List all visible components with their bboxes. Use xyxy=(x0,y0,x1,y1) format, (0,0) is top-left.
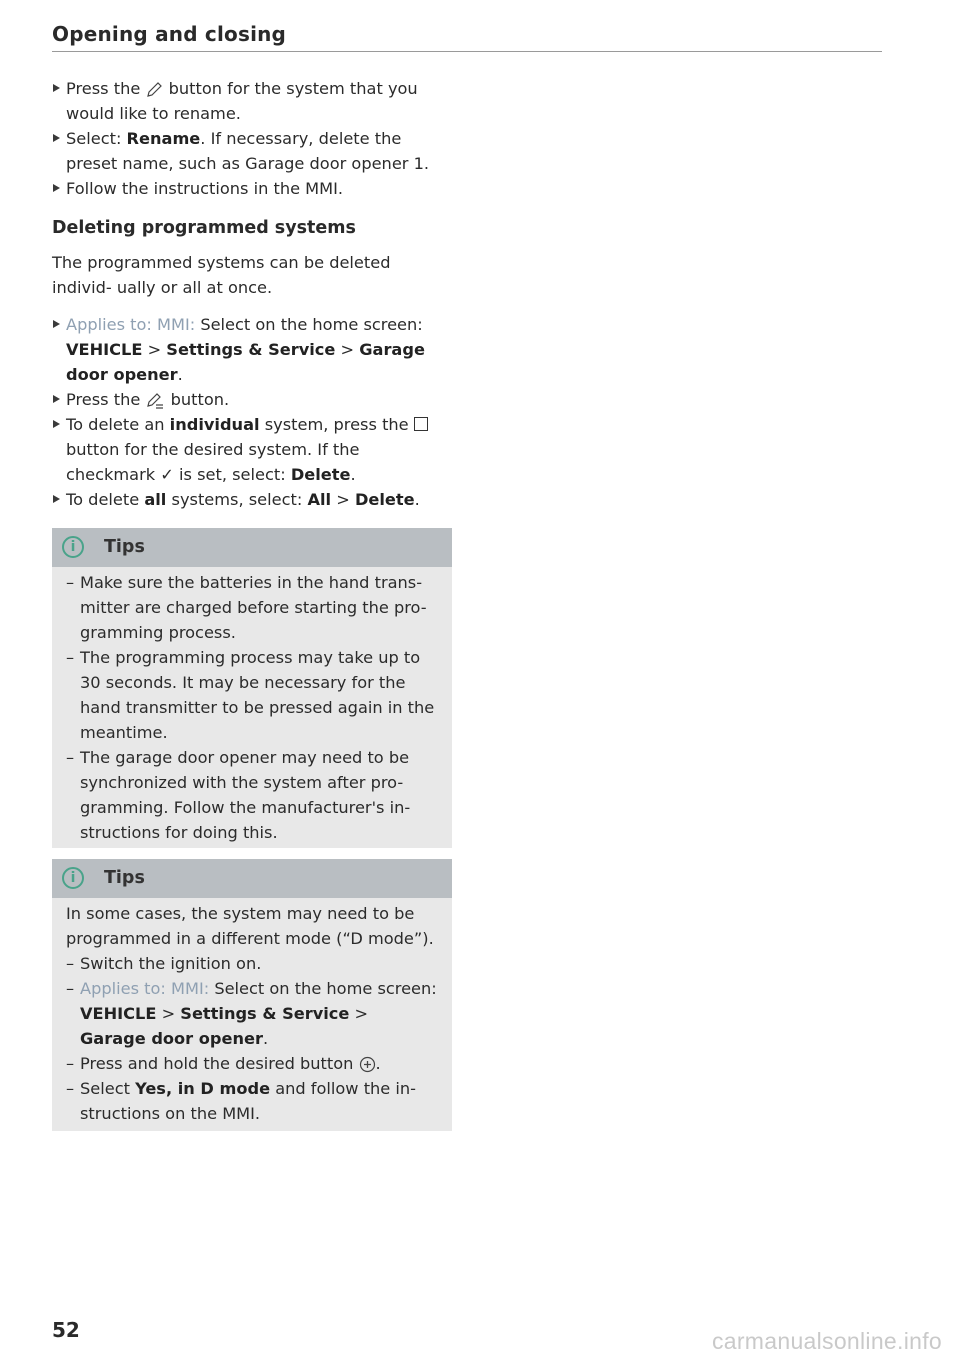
tip-item: – The programming process may take up to 30 seconds. It may be necessary for the hand transmitter to be pressed again in the meantime. xyxy=(66,648,435,742)
checkmark-icon: ✓ xyxy=(160,465,174,484)
plus-circle-icon xyxy=(359,1056,376,1073)
delete-step-2: Press the button. xyxy=(52,387,452,412)
deleting-section xyxy=(52,216,452,512)
info-icon: i xyxy=(62,867,84,889)
header-divider xyxy=(52,51,882,52)
tip-item: – Make sure the batteries in the hand trans- mitter are charged before starting the pro- gramming process. xyxy=(66,573,427,642)
tip-item: – The garage door opener may need to be synchronized with the system after pro- gramming. Follow the manufacturer's in- structions for doing this. xyxy=(66,748,411,842)
tip-item: – Applies to: MMI: Select on the home screen: VEHICLE > Settings & Service > Garage door opener. xyxy=(66,979,437,1048)
deleting-heading: Deleting programmed systems xyxy=(52,218,356,238)
rename-step-3: Follow the instructions in the MMI. xyxy=(52,176,452,201)
tip-item: – Press and hold the desired button . xyxy=(66,1054,381,1073)
delete-step-4: To delete all systems, select: All > Delete. xyxy=(52,487,452,512)
tips-label: Tips xyxy=(104,868,145,888)
tips-box-2 xyxy=(52,859,452,1131)
checkbox-icon xyxy=(414,417,428,431)
watermark: carmanualsonline.info xyxy=(711,1328,942,1354)
page-header-title: Opening and closing xyxy=(52,22,287,46)
rename-steps xyxy=(52,76,452,201)
tips-label: Tips xyxy=(104,537,145,557)
tip-item: – Select Yes, in D mode and follow the in- structions on the MMI. xyxy=(66,1079,417,1123)
tips-header xyxy=(52,859,452,898)
bullet-arrow-icon xyxy=(53,420,60,428)
edit-list-icon xyxy=(145,392,165,410)
bullet-arrow-icon xyxy=(53,84,60,92)
bullet-arrow-icon xyxy=(53,495,60,503)
rename-step-2: Select: Rename. If necessary, delete the preset name, such as Garage door opener 1. xyxy=(52,126,452,176)
bullet-arrow-icon xyxy=(53,184,60,192)
delete-step-1: Applies to: MMI: Select on the home screen: VEHICLE > Settings & Service > Garage door opener. xyxy=(52,312,452,387)
delete-step-3: To delete an individual system, press the button for the desired system. If the checkmark ✓ is set, select: Delete. xyxy=(52,412,452,487)
bullet-arrow-icon xyxy=(53,395,60,403)
rename-step-1: Press the button for the system that you would like to rename. xyxy=(52,76,452,126)
pencil-icon xyxy=(145,81,163,99)
info-icon: i xyxy=(62,536,84,558)
deleting-intro: The programmed systems can be deleted individ- ually or all at once. xyxy=(52,253,391,297)
tip-item: – Switch the ignition on. xyxy=(66,954,262,973)
bullet-arrow-icon xyxy=(53,320,60,328)
tip-intro: In some cases, the system may need to be programmed in a different mode (“D mode”). xyxy=(66,904,434,948)
tips-header xyxy=(52,528,452,567)
tips-box-1 xyxy=(52,528,452,848)
page-number: 52 xyxy=(52,1318,80,1342)
bullet-arrow-icon xyxy=(53,134,60,142)
